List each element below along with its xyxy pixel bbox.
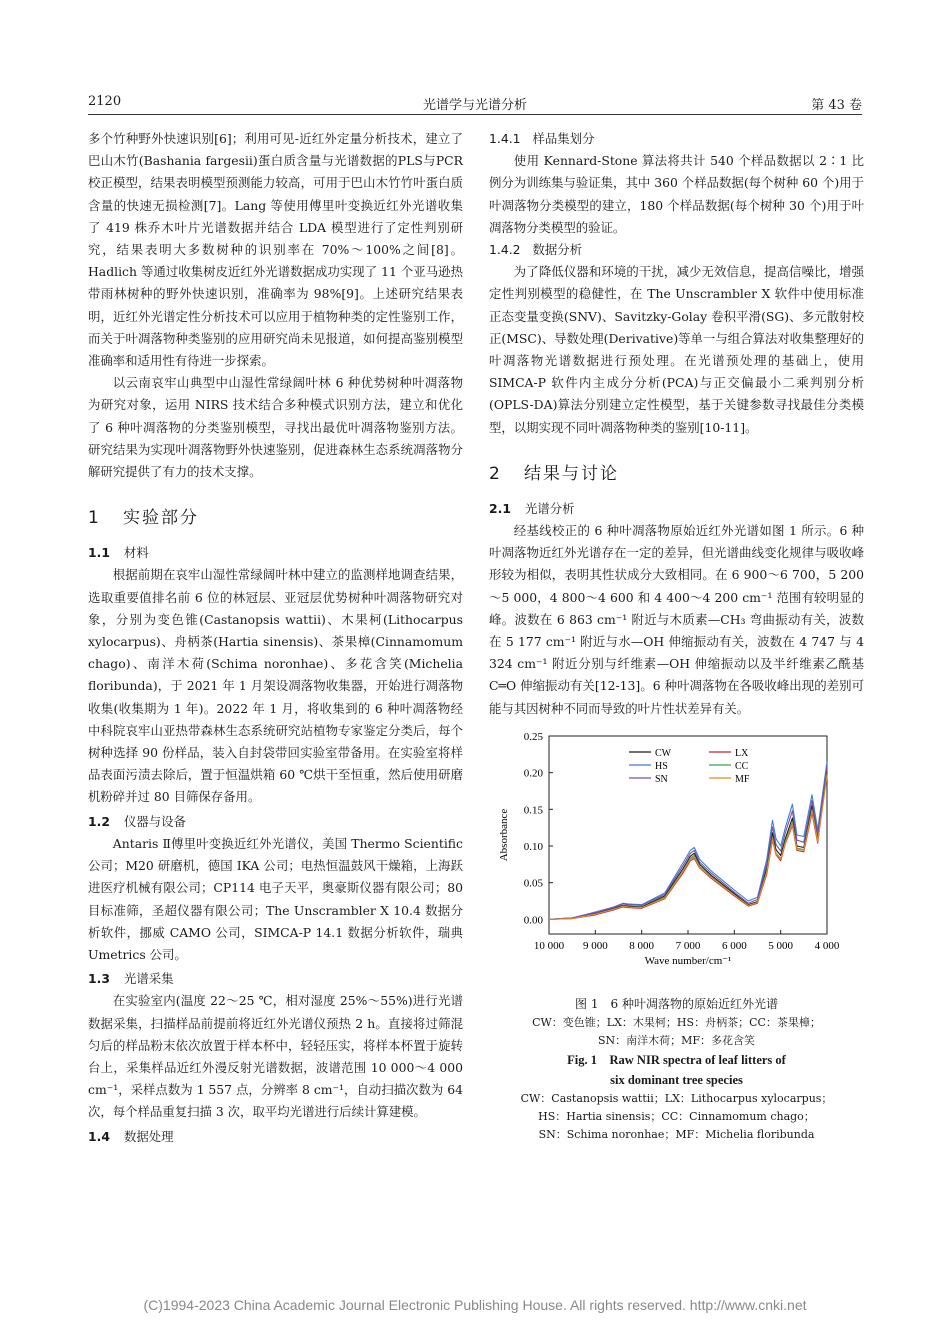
subsubsection-heading: 1.4.1 样品集划分	[489, 131, 595, 146]
x-tick-label: 5 000	[768, 939, 794, 952]
x-tick-label: 10 000	[533, 939, 565, 952]
figure-note-cn: SN：南洋木荷；MF：多花含笑	[597, 1033, 756, 1047]
figure-note-cn: CW：变色锥；LX：木果柯；HS：舟柄茶；CC：茶果樟；	[532, 1015, 821, 1029]
copyright-footer: (C)1994-2023 China Academic Journal Electronic Publishing House. All rights reserved. http://www.cnki.net	[143, 1297, 807, 1313]
subsection-heading: 2.1 光谱分析	[489, 500, 575, 516]
subsubsection-heading: 1.4.2 数据分析	[489, 242, 583, 258]
series-line-mf	[549, 773, 827, 919]
x-tick-label: 9 000	[582, 939, 608, 952]
subsection-heading: 1.1 材料	[88, 545, 149, 561]
figure-note-en: SN：Schima noronhae；MF：Michelia floribunda	[538, 1127, 815, 1141]
journal-title: 光谱学与光谱分析	[422, 98, 527, 113]
legend-label-mf: MF	[735, 773, 750, 785]
section-number: 1	[88, 508, 101, 529]
x-tick-label: 4 000	[814, 939, 840, 952]
section-heading	[489, 459, 864, 484]
x-tick-label: 6 000	[721, 939, 747, 952]
figure-caption-cn: 图 1 6 种叶凋落物的原始近红外光谱	[575, 996, 778, 1011]
paragraph: 根据前期在哀牢山湿性常绿阔叶林中建立的监测样地调查结果，选取重要值排名前 6 位的林冠层、亚冠层优势树种叶凋落物研究对象，分别为变色锥(Castanopsis wattii)、木果柯(Lithocarpus xylocarpus)、舟柄茶(Hartia sinensis)、茶果樟(Cinnamomum chago)、南洋木荷(Schima noronhae)、多花含笑(Michelia floribunda)，于 2021 年 1 月架设凋落物收集器，开始进行凋落物收集(收集期为 1 年)。2022 年 1 月，将收集到的 6 种叶凋落物经中科院哀牢山亚热带森林生态系统研究站植物专家鉴定分类后，每个树种选择 90 份样品，装入自封袋带回实验室带备用。在实验室将样品表面污渍去除后，置于恒温烘箱 60 ℃烘干至恒重，然后使用研磨机粉碎并过 80 目筛保存备用。	[88, 567, 463, 805]
legend-label-cc: CC	[735, 760, 749, 772]
legend-label-lx: LX	[735, 747, 749, 759]
paragraph: 多个竹种野外快速识别[6]；利用可见-近红外定量分析技术，建立了巴山木竹(Bashania fargesii)蛋白质含量与光谱数据的PLS与PCR校正模型，结果表明模型预测能力较高，可用于巴山木竹竹叶蛋白质含量的快速无损检测[7]。Lang 等使用傅里叶变换近红外光谱收集了 419 株乔木叶片光谱数据并结合 LDA 模型进行了定性判别研究，结果表明大多数树种的识别率在 70%～100%之间[8]。Hadlich 等通过收集树皮近红外光谱数据成功实现了 11 个亚马逊热带雨林树种的野外快速识别，准确率为 98%[9]。上述研究结果表明，近红外光谱定性分析技术可以应用于植物种类的定性鉴别工作，而关于叶凋落物种类鉴别的应用研究尚未见报道，如何提高鉴别模型准确率和适用性有待进一步探索。	[88, 131, 463, 369]
y-tick-label: 0.05	[523, 877, 543, 890]
y-tick-label: 0.15	[523, 804, 543, 817]
x-tick-label: 7 000	[675, 939, 701, 952]
legend-label-cw: CW	[655, 747, 672, 759]
figure-1	[489, 724, 864, 1144]
section-number: 2	[489, 463, 502, 484]
series-line-cw	[549, 773, 827, 920]
nir-spectra-chart	[489, 724, 864, 994]
paragraph: 在实验室内(温度 22～25 ℃，相对湿度 25%～55%)进行光谱数据采集，扫描样品前提前将近红外光谱仪预热 2 h。直接将过筛混匀后的样品粉末依次放置于样本杯中，轻轻压实，将样本杯置于旋转台上，采集样品近红外漫反射光谱数据，波谱范围 10 000～4 000 cm⁻¹，采样点数为 1 557 点，分辨率 8 cm⁻¹，自动扫描次数为 64 次，每个样品重复扫描 3 次，取平均光谱进行后续计算建模。	[88, 993, 463, 1120]
section-title: 结果与讨论	[524, 463, 620, 484]
x-tick-label: 8 000	[629, 939, 655, 952]
figure-note-en: HS：Hartia sinensis；CC：Cinnamomum chago；	[538, 1109, 815, 1123]
legend-label-sn: SN	[655, 773, 668, 785]
y-axis-label: Absorbance	[498, 808, 510, 862]
figure-caption-en: Fig. 1 Raw NIR spectra of leaf litters of	[567, 1052, 786, 1067]
paragraph: 以云南哀牢山典型中山湿性常绿阔叶林 6 种优势树种叶凋落物为研究对象，运用 NIRS 技术结合多种模式识别方法，建立和优化了 6 种叶凋落物的分类鉴别模型，寻找出最优叶凋落物鉴别方法。研究结果为实现叶凋落物野外快速鉴别，促进森林生态系统凋落物分解研究提供了有力的技术支撑。	[88, 375, 463, 480]
paragraph: 为了降低仪器和环境的干扰，减少无效信息，提高信噪比，增强定性判别模型的稳健性，在 The Unscrambler X 软件中使用标准正态变量变换(SNV)、Savitzky-Golay 卷积平滑(SG)、多元散射校正(MSC)、导数处理(Derivative)等单一与组合算法对收集整理好的叶凋落物光谱数据进行预处理。在光谱预处理的基础上，使用 SIMCA-P 软件内主成分分析(PCA)与正交偏最小二乘判别分析(OPLS-DA)算法分别建立定性模型，基于关键参数寻找最佳分类模型，以期实现不同叶凋落物种类的鉴别[10-11]。	[489, 264, 865, 435]
y-tick-label: 0.20	[523, 767, 543, 780]
x-axis-label: Wave number/cm⁻¹	[644, 954, 732, 967]
subsection-heading: 1.2 仪器与设备	[88, 813, 186, 829]
right-column	[489, 128, 864, 1144]
legend-label-hs: HS	[655, 760, 668, 772]
page-number: 2120	[88, 94, 122, 109]
paragraph: 使用 Kennard-Stone 算法将共计 540 个样品数据以 2∶1 比例分为训练集与验证集，其中 360 个样品数据(每个树种 60 个)用于叶凋落物分类模型的建立，180 个样品数据(每个树种 30 个)用于叶凋落物分类模型的验证。	[489, 153, 864, 235]
running-header	[88, 88, 862, 115]
subsection-heading: 1.3 光谱采集	[88, 971, 174, 987]
section-heading	[88, 503, 463, 528]
y-tick-label: 0.25	[523, 730, 543, 743]
subsection-heading: 1.4 数据处理	[88, 1128, 174, 1144]
series-line-cc	[549, 774, 827, 919]
left-column	[88, 128, 463, 1148]
paragraph: 经基线校正的 6 种叶凋落物原始近红外光谱如图 1 所示。6 种叶凋落物近红外光谱存在一定的差异，但光谱曲线变化规律与吸收峰形较为相似，表明其性状成分大致相同。在 6 900～6 700，5 200～5 000，4 800～4 600 和 4 400～4 200 cm⁻¹ 范围有较明显的峰。波数在 6 863 cm⁻¹ 附近与木质素—CH₃ 弯曲振动有关，波数在 5 177 cm⁻¹ 附近与水—OH 伸缩振动有关，波数在 4 747 与 4 324 cm⁻¹ 附近分别与纤维素—OH 伸缩振动以及半纤维素乙酰基 C═O 伸缩振动有关[12-13]。6 种叶凋落物在各吸收峰出现的差别可能与其因树种不同而导致的叶片性状差异有关。	[489, 523, 864, 716]
y-tick-label: 0.10	[523, 840, 543, 853]
paragraph: Antaris Ⅱ傅里叶变换近红外光谱仪，美国 Thermo Scientific 公司；M20 研磨机，德国 IKA 公司；电热恒温鼓风干燥箱，上海跃进医疗机械有限公司；CP114 电子天平，奥豪斯仪器有限公司；80 目标准筛，圣超仪器有限公司；The Unscrambler X 10.4 数据分析软件，挪威 CAMO 公司，SIMCA-P 14.1 数据分析软件，瑞典 Umetrics 公司。	[88, 835, 463, 962]
section-title: 实验部分	[123, 508, 200, 529]
volume-label: 第 43 卷	[811, 98, 862, 113]
figure-note-en: CW：Castanopsis wattii；LX：Lithocarpus xylocarpus；	[520, 1091, 833, 1105]
figure-caption-en: six dominant tree species	[610, 1072, 743, 1087]
y-tick-label: 0.00	[523, 914, 543, 927]
